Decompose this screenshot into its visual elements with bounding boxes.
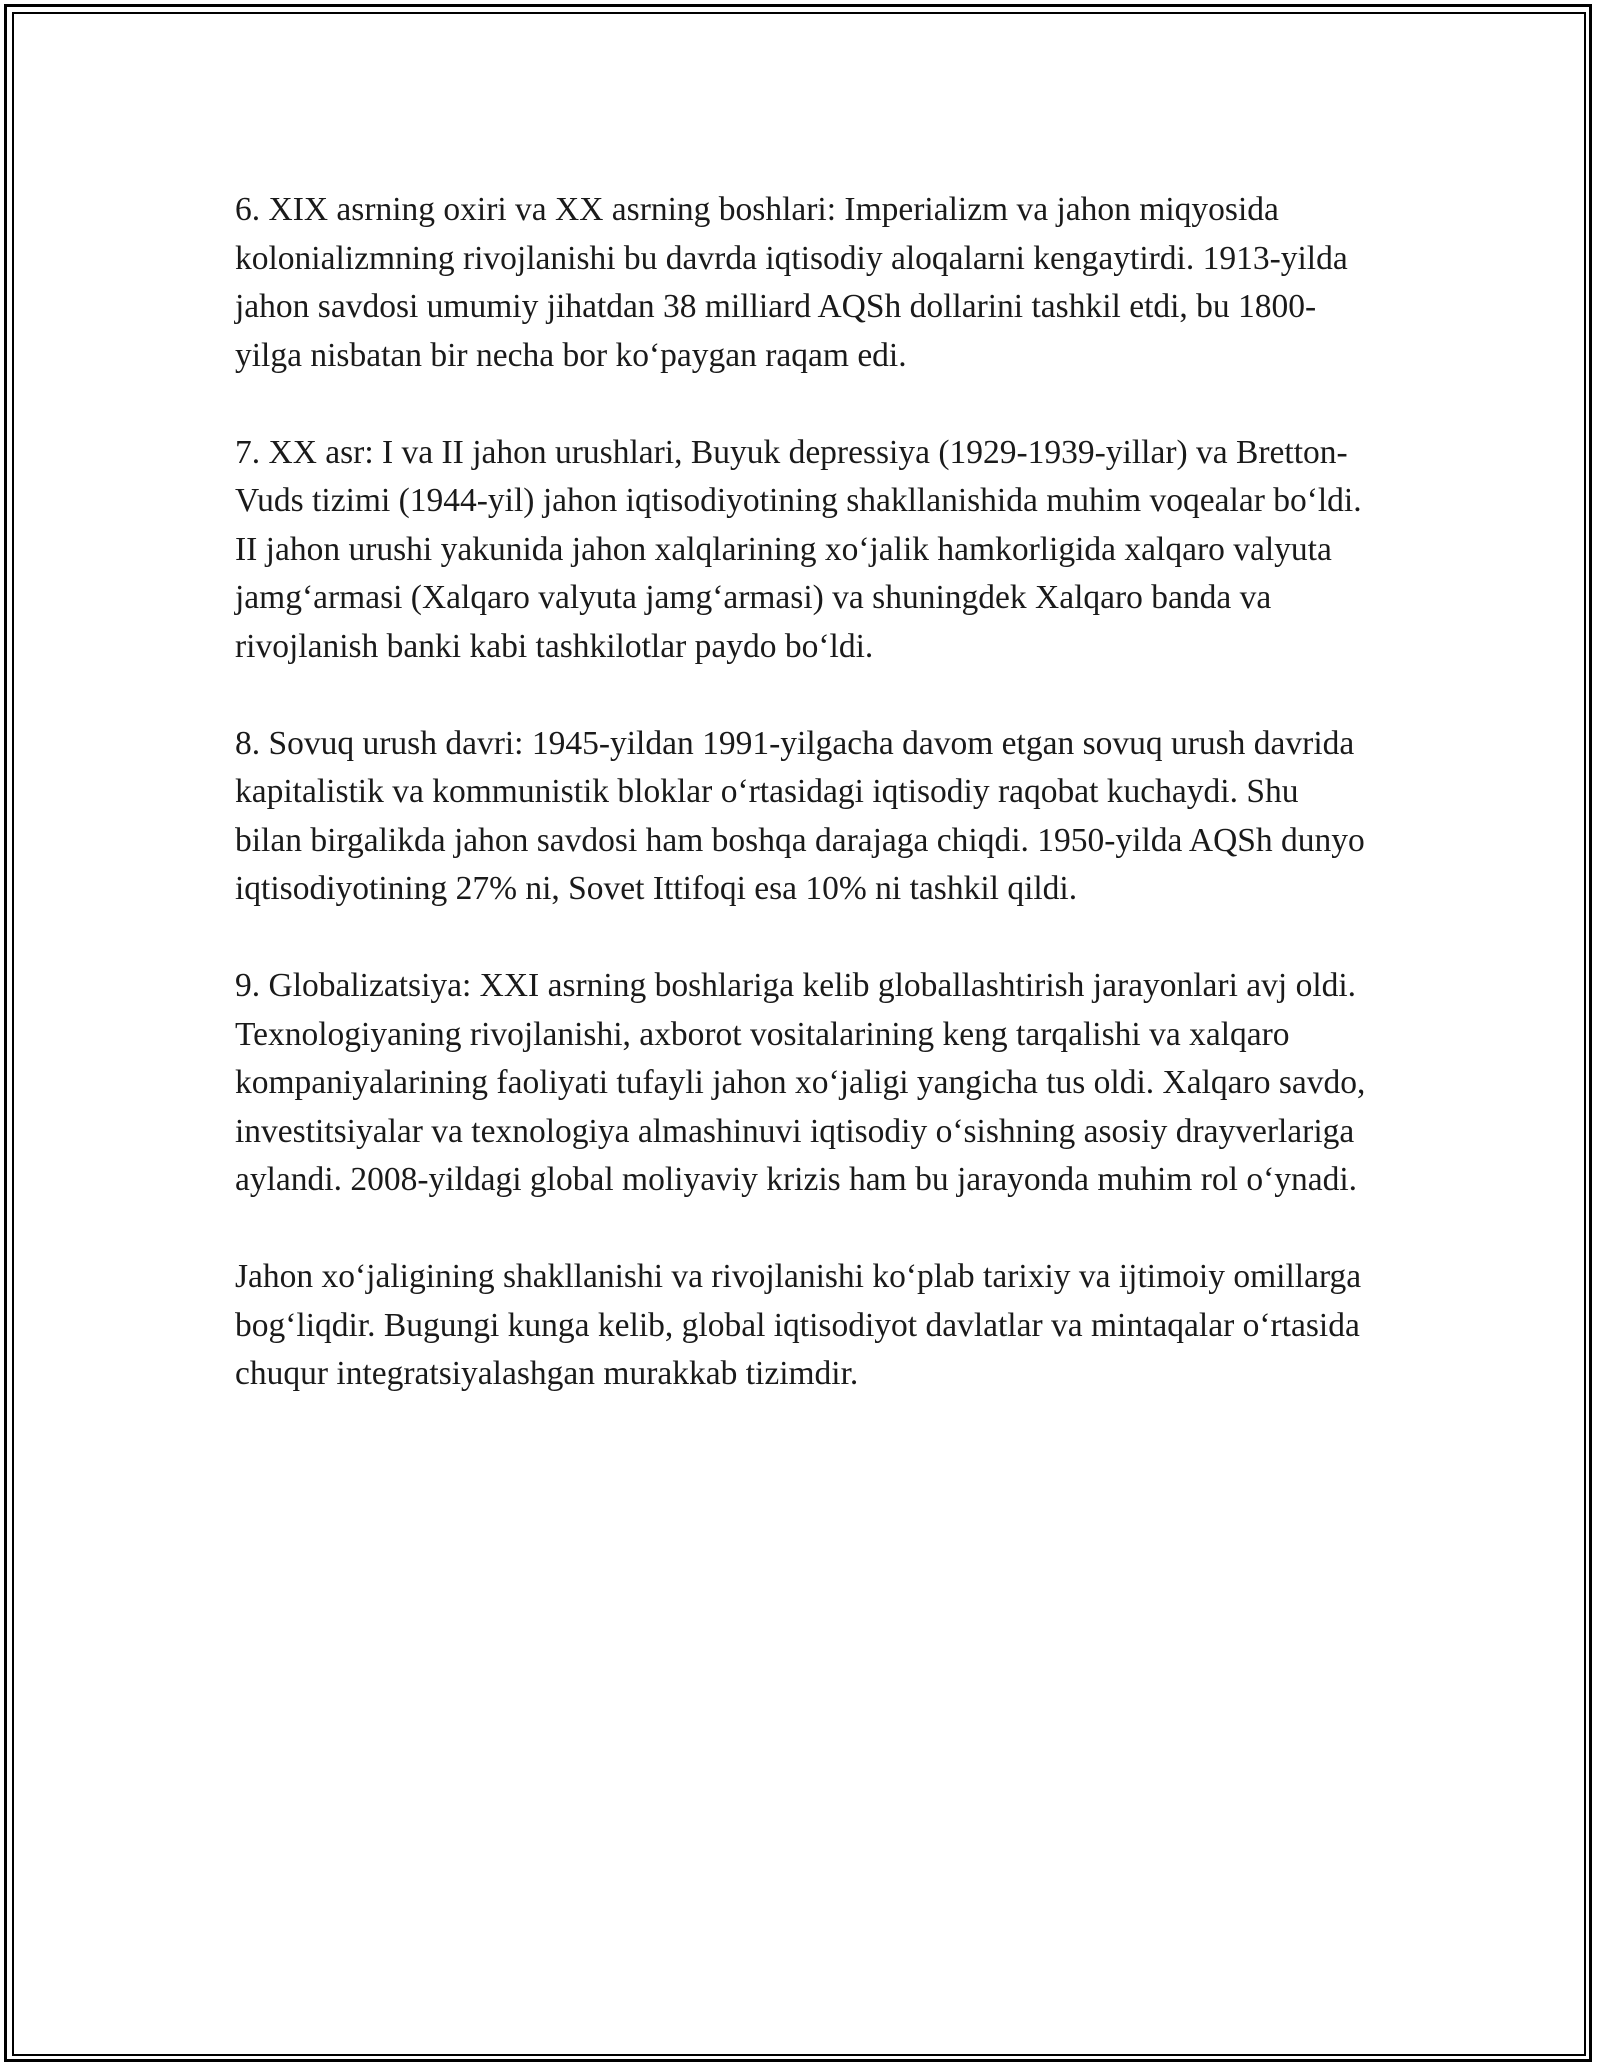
document-body [235,186,1370,1447]
paragraph-conclusion: Jahon xo‘jaligining shakllanishi va rivojlanishi ko‘plab tarixiy va ijtimoiy omillarga bog‘liqdir. Bugungi kunga kelib, global iqtisodiyot davlatlar va mintaqalar o‘rtasida chuqur integratsiyalashgan murakkab tizimdir. [235,1258,1362,1392]
paragraph-section-9: 9. Globalizatsiya: XXI asrning boshlariga kelib globallashtirish jarayonlari avj oldi. Texnologiyaning rivojlanishi, axborot vositalarining keng tarqalishi va xalqaro kompaniyalarining faoliyati tufayli jahon xo‘jaligi yangicha tus oldi. Xalqaro savdo, investitsiyalar va texnologiya almashinuvi iqtisodiy o‘sishning asosiy drayverlariga aylandi. 2008-yildagi global moliyaviy krizis ham bu jarayonda muhim rol o‘ynadi. [235,967,1366,1198]
paragraph-section-8: 8. Sovuq urush davri: 1945-yildan 1991-yilgacha davom etgan sovuq urush davrida kapitalistik va kommunistik bloklar o‘rtasidagi iqtisodiy raqobat kuchaydi. Shu bilan birgalikda jahon savdosi ham boshqa darajaga chiqdi. 1950-yilda AQSh dunyo iqtisodiyotining 27% ni, Sovet Ittifoqi esa 10% ni tashkil qildi. [235,724,1365,907]
paragraph-section-6: 6. XIX asrning oxiri va XX asrning boshlari: Imperializm va jahon miqyosida kolonializmning rivojlanishi bu davrda iqtisodiy aloqalarni kengaytirdi. 1913-yilda jahon savdosi umumiy jihatdan 38 milliard AQSh dollarini tashkil etdi, bu 1800-yilga nisbatan bir necha bor ko‘paygan raqam edi. [235,191,1348,374]
paragraph-section-7: 7. XX asr: I va II jahon urushlari, Buyuk depressiya (1929-1939-yillar) va Bretton-Vuds tizimi (1944-yil) jahon iqtisodiyotining shakllanishida muhim voqealar bo‘ldi. II jahon urushi yakunida jahon xalqlarining xo‘jalik hamkorligida xalqaro valyuta jamg‘armasi (Xalqaro valyuta jamg‘armasi) va shuningdek Xalqaro banda va rivojlanish banki kabi tashkilotlar paydo bo‘ldi. [235,433,1362,665]
